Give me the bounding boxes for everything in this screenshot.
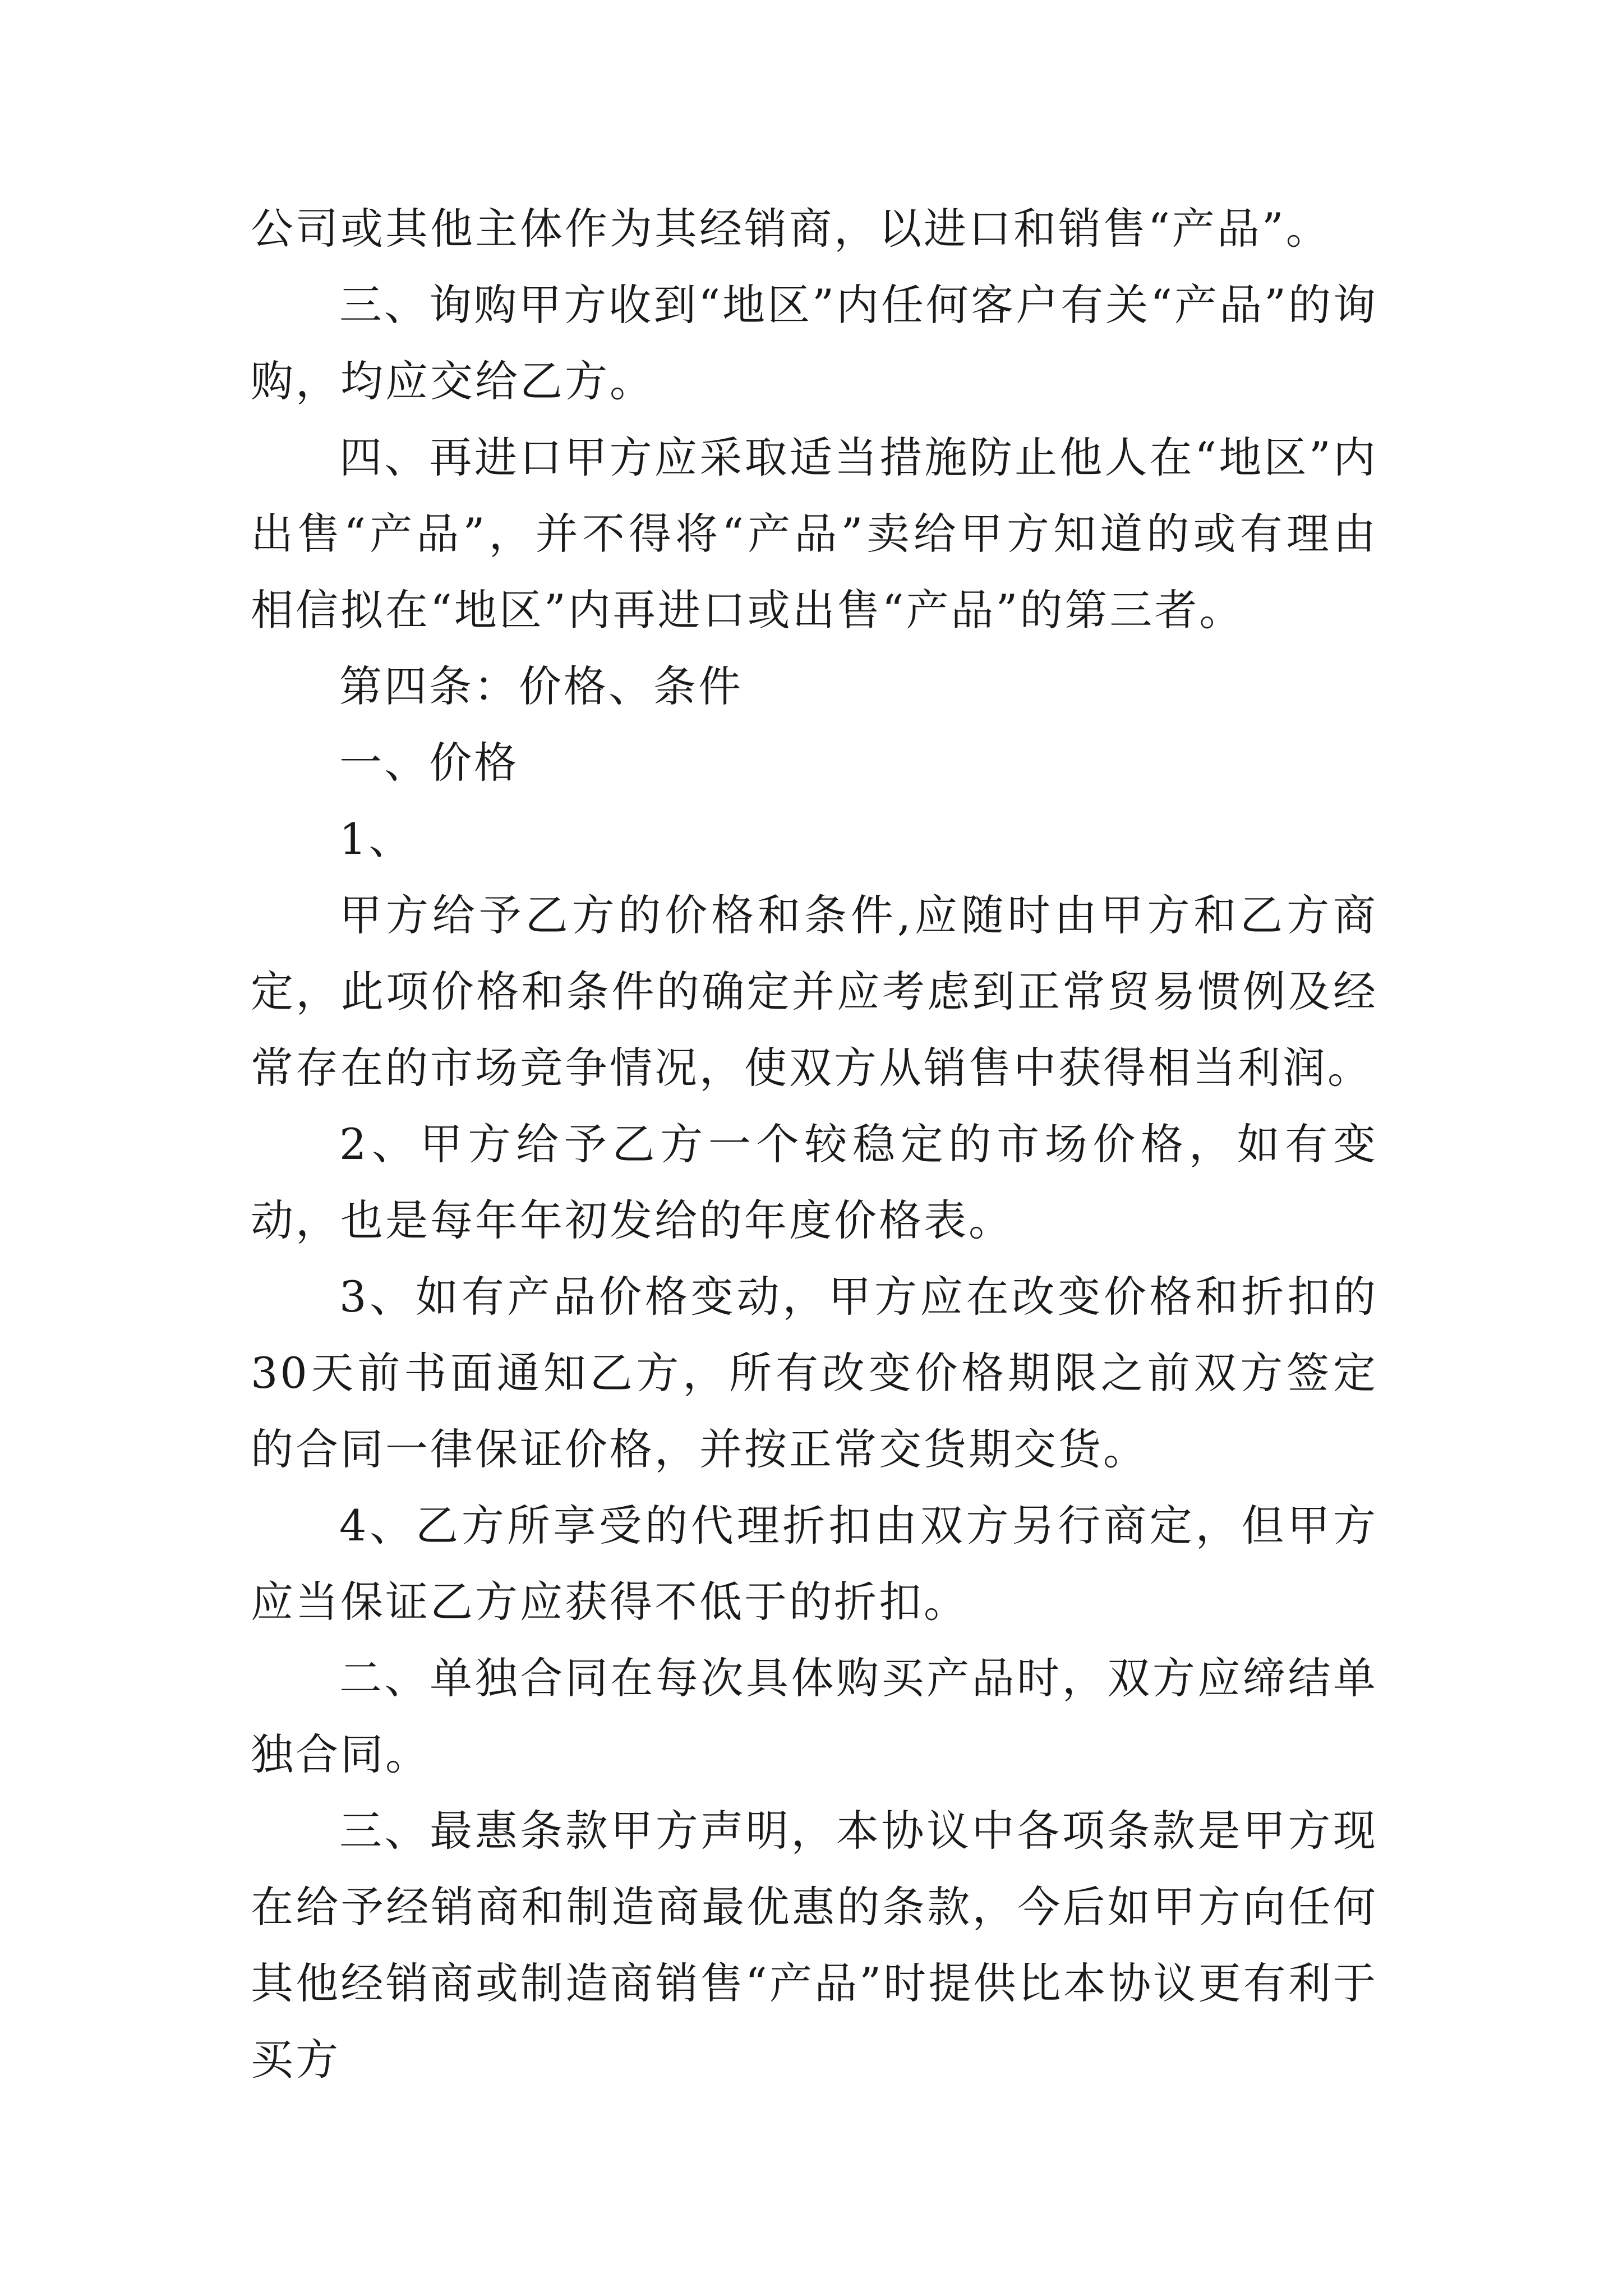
paragraph-9: 三、最惠条款甲方声明，本协议中各项条款是甲方现在给予经销商和制造商最优惠的条款，今后如甲方向任何其他经销商或制造商销售“产品”时提供比本协议更有利于买方 [251, 1806, 1378, 2085]
item-number: 1、 [339, 814, 414, 864]
paragraph-7: 4、乙方所享受的代理折扣由双方另行商定，但甲方应当保证乙方应获得不低于的折扣。 [251, 1501, 1378, 1627]
paragraph-4: 甲方给予乙方的价格和条件,应随时由甲方和乙方商定，此项价格和条件的确定并应考虑到正常贸易惯例及经常存在的市场竞争情况，使双方从销售中获得相当利润。 [251, 890, 1378, 1093]
paragraph-8: 二、单独合同在每次具体购买产品时，双方应缔结单独合同。 [251, 1653, 1378, 1779]
paragraph-6: 3、如有产品价格变动，甲方应在改变价格和折扣的30天前书面通知乙方，所有改变价格期限之前双方签定的合同一律保证价格，并按正常交货期交货。 [251, 1272, 1378, 1474]
document-body [251, 191, 1378, 2098]
subsection-heading: 一、价格 [339, 738, 519, 788]
paragraph-1: 公司或其他主体作为其经销商，以进口和销售“产品”。 [251, 204, 1331, 254]
paragraph-5: 2、甲方给予乙方一个较稳定的市场价格，如有变动，也是每年年初发给的年度价格表。 [251, 1119, 1378, 1245]
paragraph-3: 四、再进口甲方应采取适当措施防止他人在“地区”内出售“产品”，并不得将“产品”卖给甲方知道的或有理由相信拟在“地区”内再进口或出售“产品”的第三者。 [251, 432, 1378, 635]
paragraph-2: 三、询购甲方收到“地区”内任何客户有关“产品”的询购，均应交给乙方。 [251, 280, 1378, 406]
section-heading: 第四条：价格、条件 [339, 661, 743, 711]
